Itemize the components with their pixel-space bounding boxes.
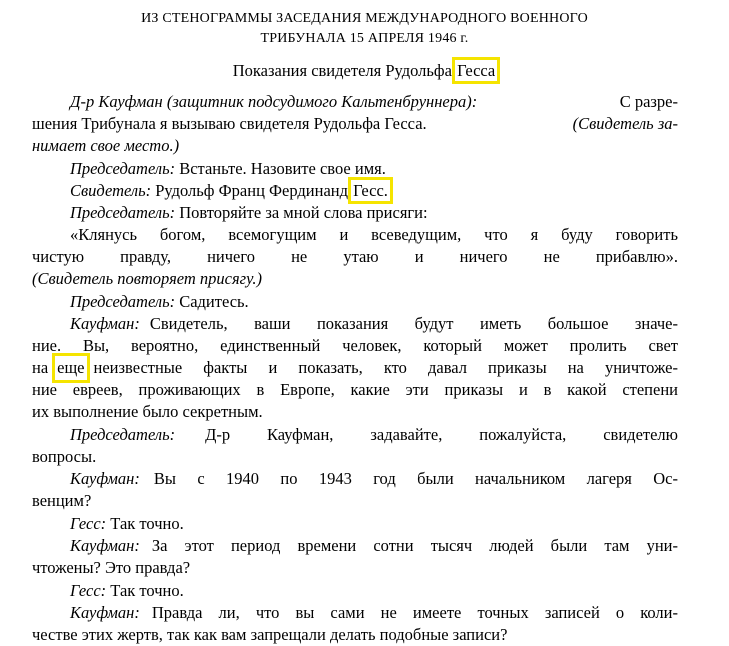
p2-speaker: Председатель: [70,159,176,178]
p12-speaker: Гесс: [70,581,107,600]
p5-line-1: «Клянусь богом, всемогущим и всеведущим, что я буду говорить [70,225,678,244]
title-highlight: Гесса [457,61,496,80]
p11-line-1-text: За этот период времени сотни тысяч людей были там уни- [151,536,678,555]
p2-text: Встаньте. Назовите свое имя. [179,159,386,178]
p6-text: Садитесь. [179,292,249,311]
p3-text: Рудольф Франц Фердинанд [155,181,349,200]
p1-line-3-italic: нимает свое место.) [32,136,180,155]
p10-text: Так точно. [110,514,184,533]
p1-line-3 [32,135,179,157]
p1-line-2-italic: (Свидетель за- [572,114,678,133]
p10-speaker: Гесс: [70,514,107,533]
document-title [0,60,729,82]
p7-line-2: ние. Вы, вероятно, единственный человек, который может пролить свет [32,336,678,355]
p13-speaker: Кауфман: [70,603,140,622]
p11-line-1 [70,535,678,557]
p8-line-1-text: Д-р Кауфман, задавайте, пожалуйста, свидетелю [205,425,678,444]
p1-line-1 [70,91,678,113]
p2-line [70,158,386,180]
p7-line-5: их выполнение было секретным. [32,402,263,421]
header-line-1: ИЗ СТЕНОГРАММЫ ЗАСЕДАНИЯ МЕЖДУНАРОДНОГО ВОЕННОГО [141,11,588,26]
p13-line-1-text: Правда ли, что вы сами не имеете точных записей о коли- [151,603,678,622]
p8-line-2: вопросы. [32,447,97,466]
p7-line-4: ние евреев, проживающих в Европе, какие эти приказы и в какой степени [32,380,678,399]
p4-text: Повторяйте за мной слова присяги: [179,203,428,222]
p7-line-3-tail: неизвестные факты и показать, кто давал приказы на уничтоже- [93,358,678,377]
p3-speaker: Свидетель: [70,181,152,200]
p8-speaker: Председатель: [70,425,176,444]
p13-line-2: честве этих жертв, так как вам запрещали делать подобные записи? [32,625,508,644]
p11-line-2: чтожены? Это правда? [32,558,191,577]
p9-speaker: Кауфман: [70,469,140,488]
p7-line-3-head: на [32,358,49,377]
p7-highlight: еще [57,358,85,377]
p5-line-3-italic: (Свидетель повторяет присягу.) [32,269,262,288]
p7-speaker: Кауфман: [70,314,140,333]
p5-line-3 [32,268,262,290]
p6-speaker: Председатель: [70,292,176,311]
p6-line [70,291,249,313]
title-text: Показания свидетеля Рудольфа [232,61,452,80]
p7-line-1 [70,313,678,335]
p1-line-2-text: шения Трибунала я вызываю свидетеля Рудольфа Гесса. [32,114,427,133]
p9-line-1 [70,468,678,490]
header-line-2: ТРИБУНАЛА 15 АПРЕЛЯ 1946 г. [260,31,469,46]
p1-line-2 [32,113,678,135]
p7-line-1-text: Свидетель, ваши показания будут иметь большое значе- [149,314,678,333]
p3-highlight: Гесс. [353,181,388,200]
p13-line-1 [70,602,678,624]
p4-line [70,202,428,224]
p3-line [70,180,389,202]
p10-line [70,513,184,535]
p11-speaker: Кауфман: [70,536,140,555]
p12-line [70,580,184,602]
p9-line-2: венцим? [32,491,92,510]
p1-speaker: Д-р Кауфман (защитник подсудимого Кальтенбруннера): [70,92,478,111]
p9-line-1-text: Вы с 1940 по 1943 год были начальником лагеря Ос- [153,469,678,488]
p7-line-3 [32,357,678,379]
p5-line-2: чистую правду, ничего не утаю и ничего не прибавлю». [32,247,678,266]
p12-text: Так точно. [110,581,184,600]
p1-line-1-tail: С разре- [619,92,678,111]
p4-speaker: Председатель: [70,203,176,222]
p8-line-1 [70,424,678,446]
